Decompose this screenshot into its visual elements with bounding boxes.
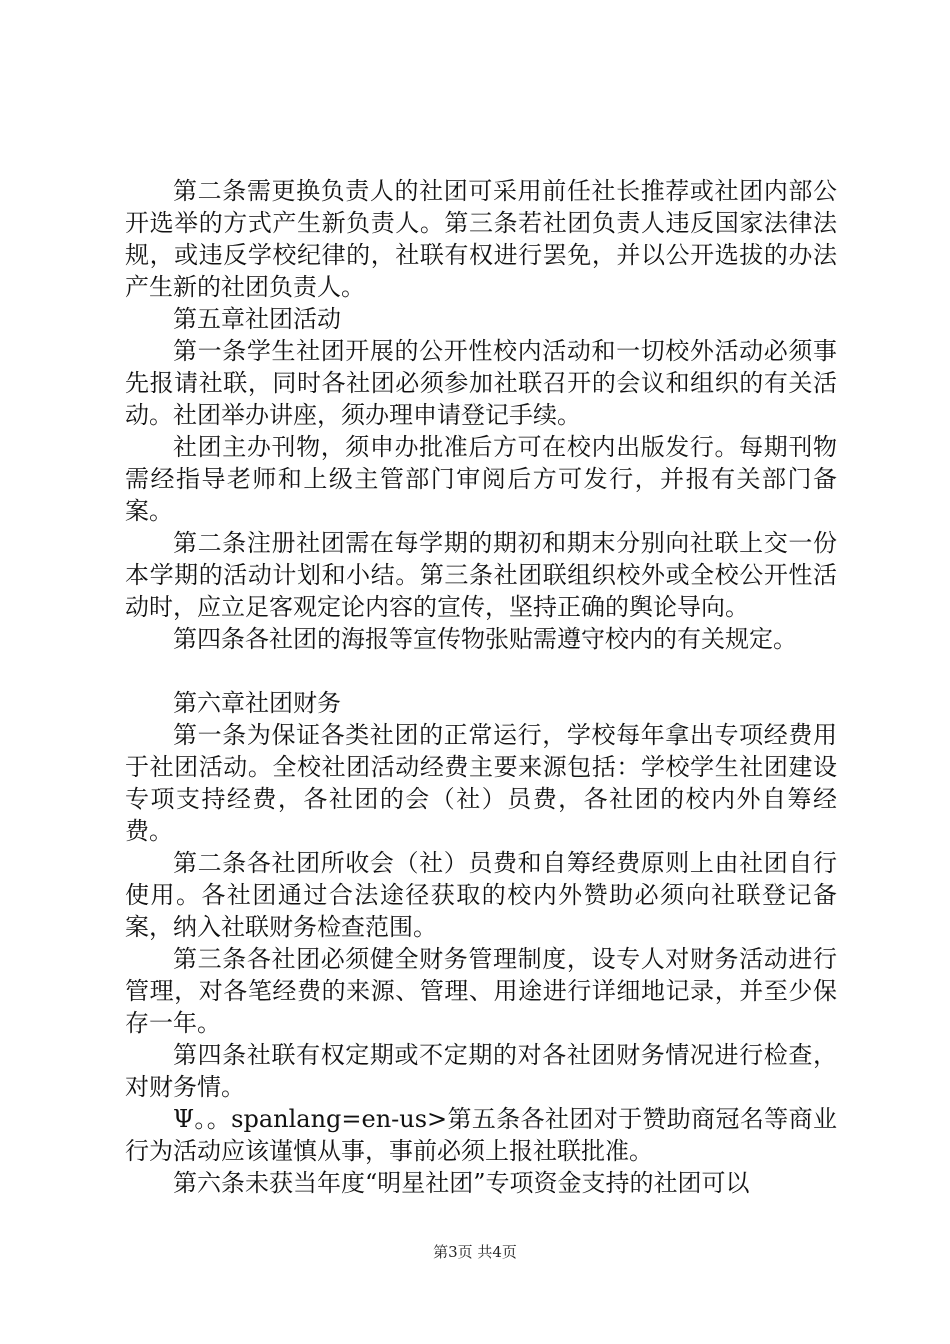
paragraph-publications: 社团主办刊物，须申办批准后方可在校内出版发行。每期刊物需经指导老师和上级主管部门审阅后方可发行，并报有关部门备案。 [125, 433, 837, 525]
paragraph-article-4-inspection: 第四条社联有权定期或不定期的对各社团财务情况进行检查，对财务情。 [125, 1041, 837, 1101]
paragraph-article-1-funding: 第一条为保证各类社团的正常运行，学校每年拿出专项经费用于社团活动。全校社团活动经费主要来源包括：学校学生社团建设专项支持经费，各社团的会（社）员费，各社团的校内外自筹经费。 [125, 721, 837, 845]
paragraph-article-2-fees: 第二条各社团所收会（社）员费和自筹经费原则上由社团自行使用。各社团通过合法途径获取的校内外赞助必须向社联登记备案，纳入社联财务检查范围。 [125, 849, 837, 941]
paragraph-article-6-star-club: 第六条未获当年度“明星社团”专项资金支持的社团可以 [173, 1169, 750, 1197]
paragraph-article-1-activities: 第一条学生社团开展的公开性校内活动和一切校外活动必须事先报请社联，同时各社团必须参加社联召开的会议和组织的有关活动。社团举办讲座，须办理申请登记手续。 [125, 337, 837, 429]
chapter-6-heading: 第六章社团财务 [173, 689, 341, 717]
document-body [125, 175, 837, 1199]
paragraph-article-2-plans: 第二条注册社团需在每学期的期初和期末分别向社联上交一份本学期的活动计划和小结。第三条社团联组织校外或全校公开性活动时，应立足客观定论内容的宣传，坚持正确的舆论导向。 [125, 529, 837, 621]
paragraph-article-5-sponsorship: Ψ。。spanlang=en-us>第五条各社团对于赞助商冠名等商业行为活动应该谨慎从事，事前必须上报社联批准。 [125, 1105, 837, 1165]
paragraph-article-3-management: 第三条各社团必须健全财务管理制度，设专人对财务活动进行管理，对各笔经费的来源、管理、用途进行详细地记录，并至少保存一年。 [125, 945, 837, 1037]
page-footer: 第3页 共4页 [433, 1243, 517, 1261]
paragraph-article-2-leadership: 第二条需更换负责人的社团可采用前任社长推荐或社团内部公开选举的方式产生新负责人。第三条若社团负责人违反国家法律法规，或违反学校纪律的，社联有权进行罢免，并以公开选拔的办法产生新的社团负责人。 [125, 177, 837, 301]
paragraph-article-4-posters: 第四条各社团的海报等宣传物张贴需遵守校内的有关规定。 [173, 625, 797, 653]
chapter-5-heading: 第五章社团活动 [173, 305, 341, 333]
